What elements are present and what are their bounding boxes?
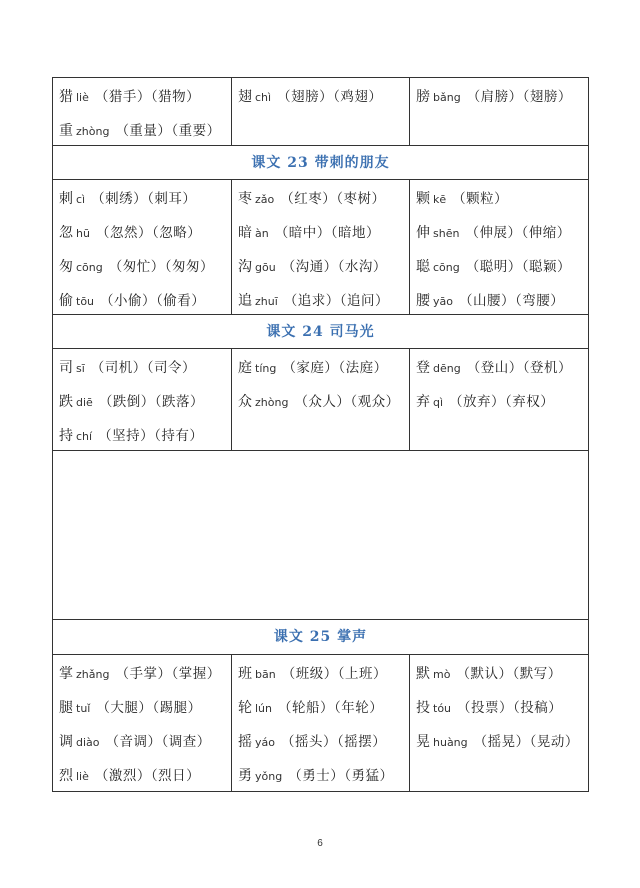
char: 暗 bbox=[238, 225, 252, 241]
words: （山腰）（弯腰） bbox=[458, 293, 565, 309]
vocab-column bbox=[232, 78, 410, 146]
words: （默认）（默写） bbox=[456, 666, 562, 682]
vocab-column bbox=[232, 655, 410, 792]
words: （匆忙）（匆匆） bbox=[108, 259, 214, 275]
vocab-entry bbox=[416, 351, 582, 385]
vocab-entry bbox=[59, 250, 225, 284]
vocab-entry bbox=[59, 182, 225, 216]
pinyin: liè bbox=[76, 770, 89, 783]
char: 膀 bbox=[416, 89, 430, 105]
pinyin: kē bbox=[433, 193, 447, 206]
char: 晃 bbox=[416, 734, 430, 750]
words: （忽然）（忽略） bbox=[95, 225, 202, 241]
vocab-column bbox=[53, 349, 232, 451]
vocab-entry bbox=[238, 725, 403, 759]
pinyin: zhuī bbox=[255, 295, 278, 308]
char: 颗 bbox=[416, 191, 430, 207]
words: （颗粒） bbox=[452, 191, 509, 207]
words: （红枣）（枣树） bbox=[280, 191, 386, 207]
char: 登 bbox=[416, 360, 430, 376]
vocab-column bbox=[410, 180, 589, 315]
words: （众人）（观众） bbox=[294, 394, 400, 410]
vocab-row-continued bbox=[53, 78, 589, 146]
vocab-entry bbox=[59, 759, 225, 793]
words: （放弃）（弃权） bbox=[449, 394, 555, 410]
pinyin: shēn bbox=[433, 227, 460, 240]
words: （追求）（追问） bbox=[283, 293, 390, 309]
words: （翅膀）（鸡翅） bbox=[277, 89, 383, 105]
char: 匆 bbox=[59, 259, 73, 275]
char: 弃 bbox=[416, 394, 430, 410]
pinyin: bān bbox=[255, 668, 276, 681]
pinyin: zhòng bbox=[255, 396, 289, 409]
words: （伸展）（伸缩） bbox=[465, 225, 571, 241]
page-number: 6 bbox=[317, 838, 323, 849]
pinyin: cì bbox=[76, 193, 86, 206]
vocab-column bbox=[53, 180, 232, 315]
vocab-entry bbox=[238, 657, 403, 691]
words: （投票）（投稿） bbox=[457, 700, 563, 716]
vocab-entry bbox=[59, 725, 225, 759]
vocab-entry bbox=[59, 80, 225, 114]
lesson-23-title: 课文 23 带刺的朋友 bbox=[53, 146, 589, 180]
vocab-column bbox=[53, 78, 232, 146]
lesson-24-title: 课文 24 司马光 bbox=[53, 315, 589, 349]
blank-row bbox=[53, 451, 589, 620]
vocab-entry bbox=[238, 80, 403, 114]
vocab-entry bbox=[59, 284, 225, 318]
pinyin: zǎo bbox=[255, 193, 275, 206]
words: （登山）（登机） bbox=[466, 360, 572, 376]
char: 猎 bbox=[59, 89, 73, 105]
char: 默 bbox=[416, 666, 430, 682]
vocab-entry bbox=[59, 419, 225, 453]
words: （暗中）（暗地） bbox=[274, 225, 380, 241]
pinyin: chì bbox=[255, 91, 272, 104]
vocab-column bbox=[53, 655, 232, 792]
words: （重量）（重要） bbox=[115, 123, 221, 139]
pinyin: dēng bbox=[433, 362, 461, 375]
char: 持 bbox=[59, 428, 73, 444]
vocabulary-table bbox=[52, 77, 589, 792]
pinyin: lún bbox=[255, 702, 272, 715]
words: （跌倒）（跌落） bbox=[98, 394, 205, 410]
char: 庭 bbox=[238, 360, 252, 376]
words: （摇晃）（晃动） bbox=[473, 734, 579, 750]
char: 轮 bbox=[238, 700, 252, 716]
vocab-entry bbox=[416, 182, 582, 216]
pinyin: liè bbox=[76, 91, 89, 104]
pinyin: tíng bbox=[255, 362, 277, 375]
words: （大腿）（踢腿） bbox=[96, 700, 202, 716]
pinyin: sī bbox=[76, 362, 85, 375]
words: （肩膀）（翅膀） bbox=[466, 89, 572, 105]
pinyin: bǎng bbox=[433, 91, 461, 104]
words: （勇士）（勇猛） bbox=[288, 768, 394, 784]
char: 追 bbox=[238, 293, 252, 309]
words: （刺绣）（刺耳） bbox=[91, 191, 197, 207]
char: 众 bbox=[238, 394, 252, 410]
char: 班 bbox=[238, 666, 252, 682]
char: 翅 bbox=[238, 89, 252, 105]
char: 投 bbox=[416, 700, 430, 716]
vocab-row-lesson-23 bbox=[53, 180, 589, 315]
vocab-entry bbox=[59, 691, 225, 725]
vocab-entry bbox=[238, 691, 403, 725]
words: （沟通）（水沟） bbox=[281, 259, 387, 275]
char: 沟 bbox=[238, 259, 252, 275]
vocab-row-lesson-24 bbox=[53, 349, 589, 451]
pinyin: yāo bbox=[433, 295, 453, 308]
pinyin: diē bbox=[76, 396, 93, 409]
pinyin: zhòng bbox=[76, 125, 110, 138]
pinyin: tōu bbox=[76, 295, 95, 308]
words: （激烈）（烈日） bbox=[94, 768, 201, 784]
vocab-entry bbox=[416, 216, 582, 250]
char: 重 bbox=[59, 123, 73, 139]
vocab-column bbox=[410, 349, 589, 451]
pinyin: tuǐ bbox=[76, 702, 91, 715]
words: （小偷）（偷看） bbox=[100, 293, 206, 309]
pinyin: qì bbox=[433, 396, 444, 409]
words: （猎手）（猎物） bbox=[94, 89, 201, 105]
vocab-entry bbox=[416, 691, 582, 725]
pinyin: chí bbox=[76, 430, 93, 443]
pinyin: diào bbox=[76, 736, 100, 749]
char: 忽 bbox=[59, 225, 73, 241]
char: 刺 bbox=[59, 191, 73, 207]
words: （轮船）（年轮） bbox=[278, 700, 384, 716]
lesson-25-title: 课文 25 掌声 bbox=[53, 620, 589, 655]
words: （司机）（司令） bbox=[90, 360, 197, 376]
pinyin: hū bbox=[76, 227, 90, 240]
vocab-entry bbox=[238, 250, 403, 284]
char: 伸 bbox=[416, 225, 430, 241]
vocab-entry bbox=[238, 182, 403, 216]
vocab-column bbox=[232, 180, 410, 315]
char: 枣 bbox=[238, 191, 252, 207]
vocab-entry bbox=[238, 284, 403, 318]
char: 掌 bbox=[59, 666, 73, 682]
vocab-entry bbox=[59, 657, 225, 691]
vocab-entry bbox=[238, 216, 403, 250]
words: （聪明）（聪颖） bbox=[465, 259, 571, 275]
words: （坚持）（持有） bbox=[98, 428, 204, 444]
vocab-entry bbox=[416, 385, 582, 419]
vocab-entry bbox=[416, 657, 582, 691]
vocab-entry bbox=[416, 250, 582, 284]
pinyin: àn bbox=[255, 227, 269, 240]
vocab-entry bbox=[238, 351, 403, 385]
pinyin: zhǎng bbox=[76, 668, 110, 681]
char: 腰 bbox=[416, 293, 430, 309]
vocab-entry bbox=[416, 284, 582, 318]
pinyin: yáo bbox=[255, 736, 275, 749]
vocab-entry bbox=[416, 725, 582, 759]
pinyin: huàng bbox=[433, 736, 468, 749]
pinyin: yǒng bbox=[255, 770, 283, 783]
char: 司 bbox=[59, 360, 73, 376]
pinyin: cōng bbox=[433, 261, 460, 274]
words: （手掌）（掌握） bbox=[115, 666, 221, 682]
vocab-column bbox=[410, 655, 589, 792]
vocab-column bbox=[410, 78, 589, 146]
vocab-entry bbox=[59, 216, 225, 250]
pinyin: gōu bbox=[255, 261, 276, 274]
vocab-entry bbox=[238, 759, 403, 793]
char: 聪 bbox=[416, 259, 430, 275]
vocab-entry bbox=[416, 80, 582, 114]
vocab-entry bbox=[59, 114, 225, 148]
char: 腿 bbox=[59, 700, 73, 716]
pinyin: mò bbox=[433, 668, 451, 681]
vocab-entry bbox=[59, 351, 225, 385]
char: 摇 bbox=[238, 734, 252, 750]
vocab-entry bbox=[238, 385, 403, 419]
char: 跌 bbox=[59, 394, 73, 410]
char: 调 bbox=[59, 734, 73, 750]
pinyin: cōng bbox=[76, 261, 103, 274]
words: （摇头）（摇摆） bbox=[280, 734, 387, 750]
words: （班级）（上班） bbox=[281, 666, 387, 682]
vocab-column bbox=[232, 349, 410, 451]
vocab-entry bbox=[59, 385, 225, 419]
pinyin: tóu bbox=[433, 702, 452, 715]
char: 偷 bbox=[59, 293, 73, 309]
words: （家庭）（法庭） bbox=[282, 360, 388, 376]
char: 勇 bbox=[238, 768, 252, 784]
words: （音调）（调查） bbox=[105, 734, 211, 750]
vocab-row-lesson-25 bbox=[53, 655, 589, 792]
char: 烈 bbox=[59, 768, 73, 784]
